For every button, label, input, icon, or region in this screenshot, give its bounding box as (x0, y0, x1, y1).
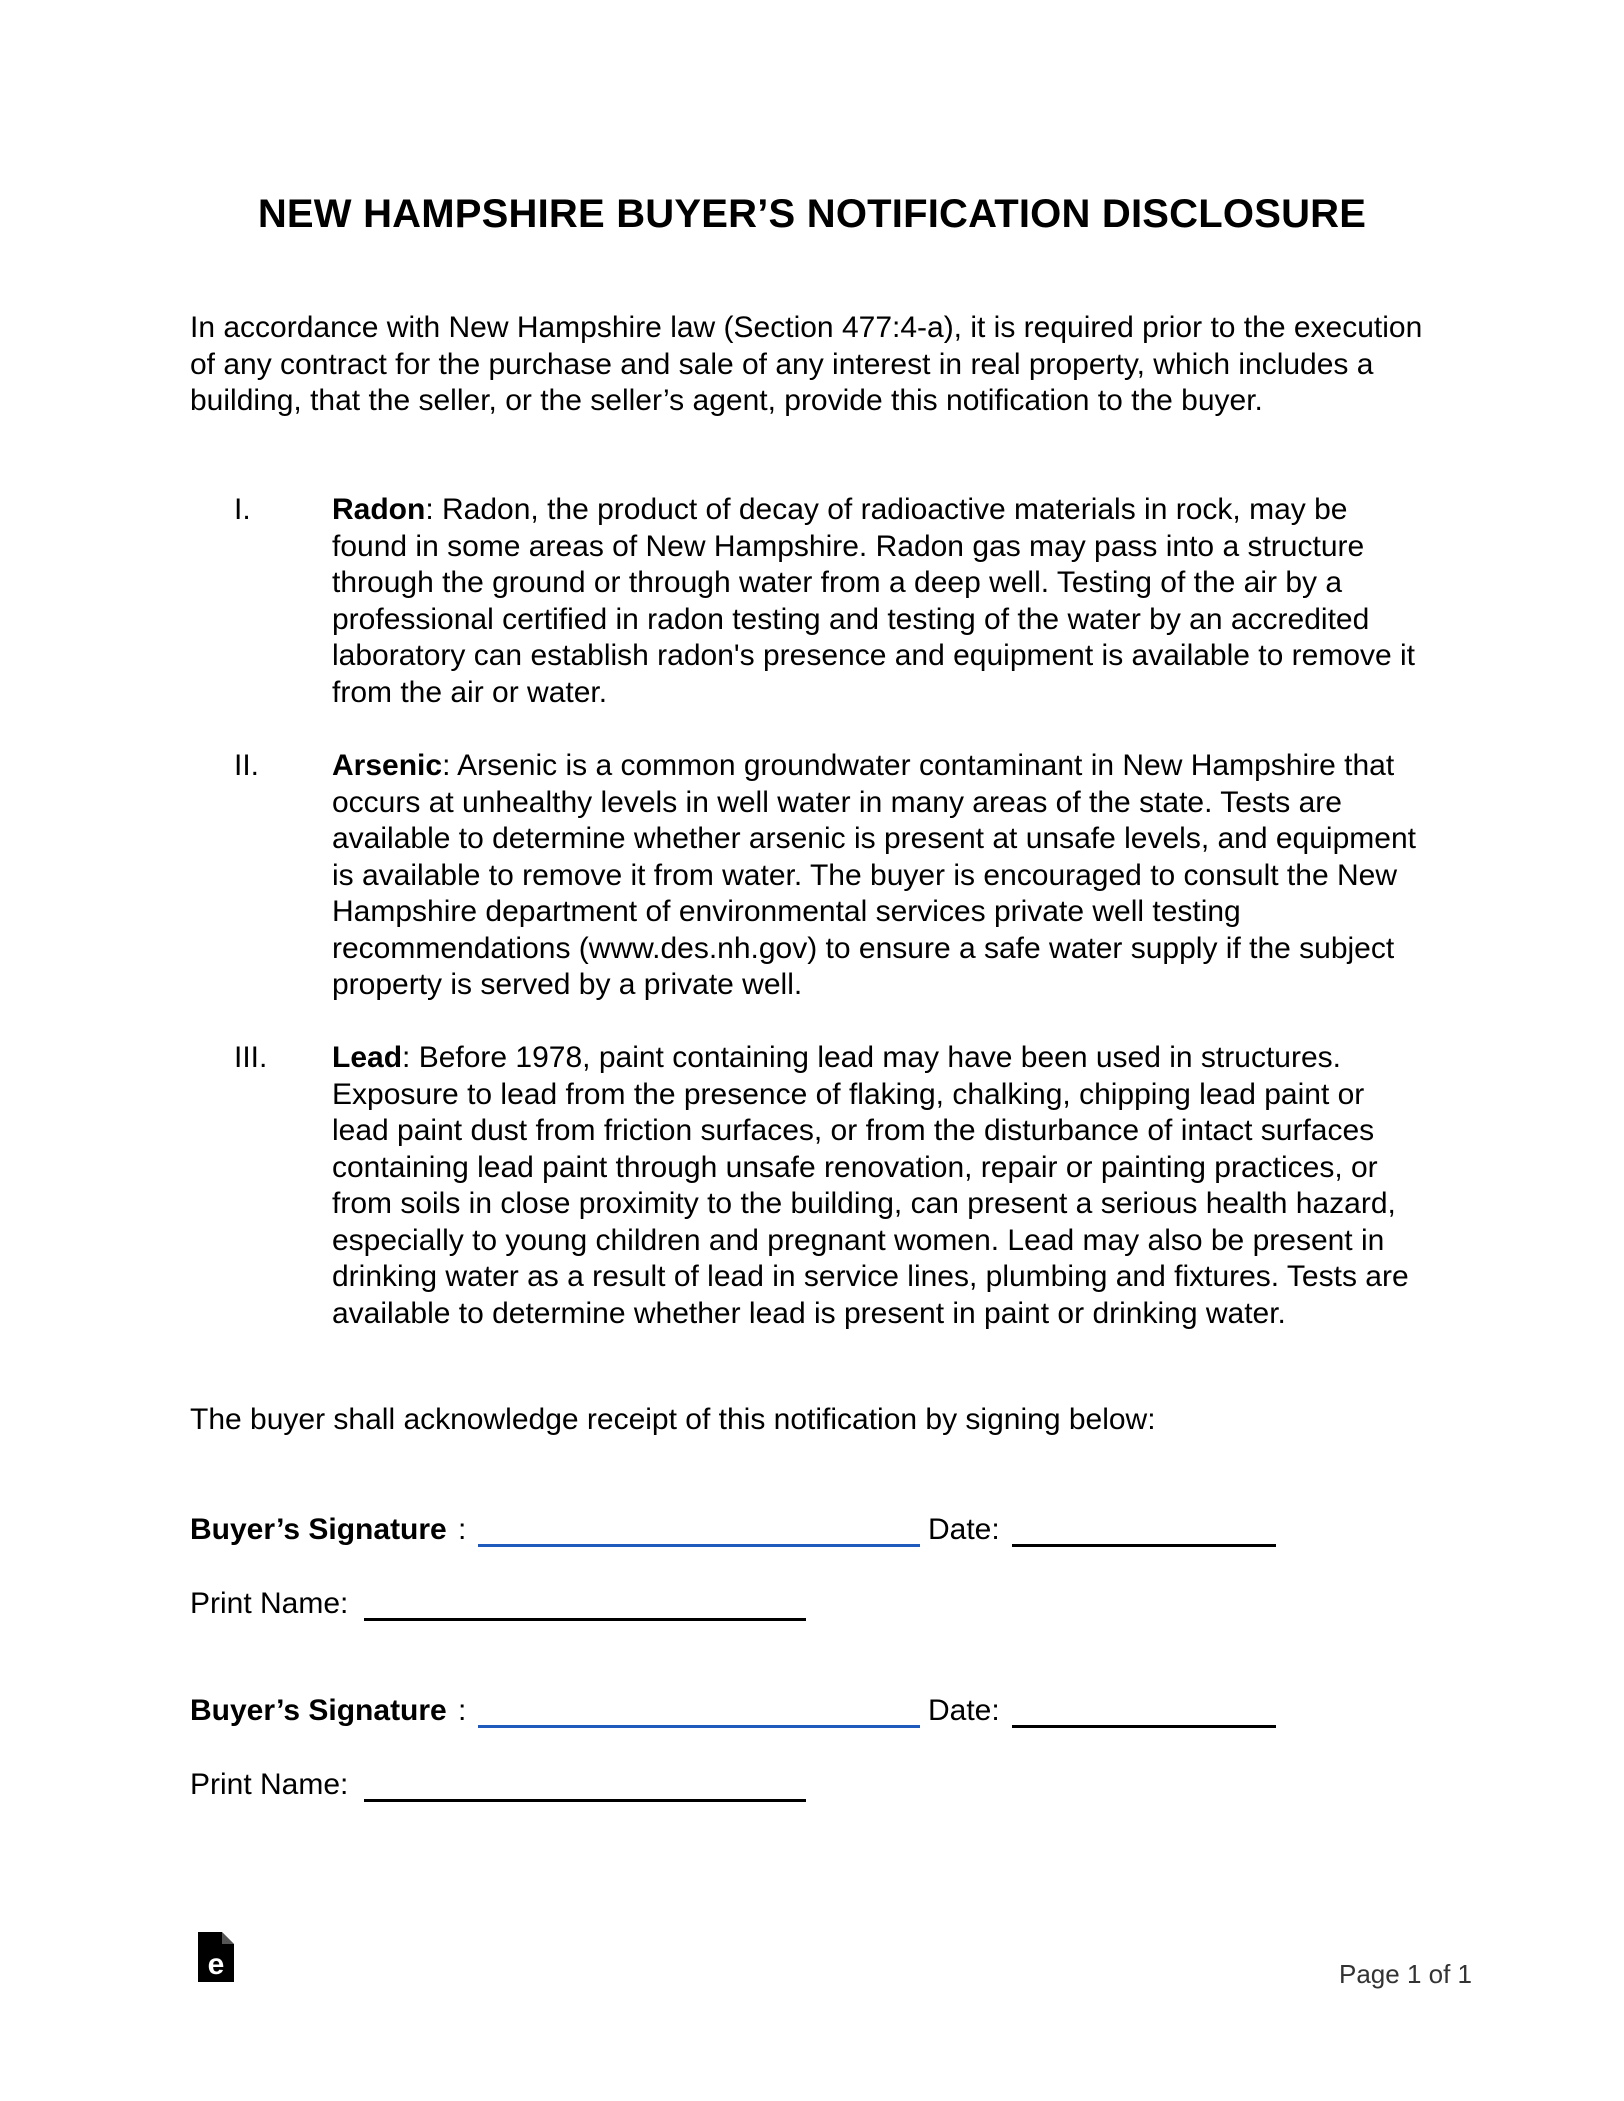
item-numeral: I. (234, 493, 251, 526)
document-title: NEW HAMPSHIRE BUYER’S NOTIFICATION DISCLOSURE (257, 192, 1367, 236)
print-name-row-1 (190, 1586, 890, 1626)
date-label: Date: (928, 1513, 1000, 1546)
signature-row-1 (190, 1512, 1290, 1552)
print-name-row-2 (190, 1767, 890, 1807)
date-label: Date: (928, 1694, 1000, 1727)
print-name-label: Print Name: (190, 1768, 349, 1801)
signature-label: Buyer’s Signature (190, 1694, 447, 1727)
intro-paragraph: In accordance with New Hampshire law (Section 477:4-a), it is required prior to the execution of any contract for the purchase and sale of any interest in real property, which includes a building, that the seller, or the seller’s agent, provide this notification to the buyer. (190, 311, 1423, 417)
signature-colon: : (458, 1694, 467, 1727)
signature-line[interactable] (478, 1544, 920, 1547)
signature-line[interactable] (478, 1725, 920, 1728)
item-heading: Arsenic (332, 749, 443, 782)
signature-label: Buyer’s Signature (190, 1513, 447, 1546)
date-line[interactable] (1012, 1544, 1276, 1547)
item-heading: Lead (332, 1041, 403, 1074)
print-name-line[interactable] (364, 1618, 806, 1621)
eforms-logo-icon (198, 1932, 234, 1982)
item-text: : Arsenic is a common groundwater contaminant in New Hampshire that occurs at unhealthy levels in well water in many areas of the state. Tests are available to determine whether arsenic is present at unsafe levels, and equipment is available to remove it from water. The buyer is encouraged to consult the New Hampshire department of environmental services private well testing recommendations (www.des.nh.gov) to ensure a safe water supply if the subject property is served by a private well. (332, 749, 1416, 1001)
item-heading: Radon (332, 493, 426, 526)
signature-colon: : (458, 1513, 467, 1546)
signature-row-2 (190, 1693, 1290, 1733)
item-numeral: III. (234, 1041, 268, 1074)
item-content (332, 492, 1422, 711)
page-number: Page 1 of 1 (1339, 1959, 1472, 1989)
item-text: : Before 1978, paint containing lead may have been used in structures. Exposure to lead from the presence of flaking, chalking, chipping lead paint or lead paint dust from friction surfaces, or from the disturbance of intact surfaces containing lead paint through unsafe renovation, repair or painting practices, or from soils in close proximity to the building, can present a serious health hazard, especially to young children and pregnant women. Lead may also be present in drinking water as a result of lead in service lines, plumbing and fixtures. Tests are available to determine whether lead is present in paint or drinking water. (332, 1041, 1409, 1330)
print-name-line[interactable] (364, 1799, 806, 1802)
svg-text:e: e (207, 1948, 225, 1981)
date-line[interactable] (1012, 1725, 1276, 1728)
item-content (332, 748, 1422, 1004)
item-numeral: II. (234, 749, 260, 782)
item-content (332, 1040, 1422, 1332)
print-name-label: Print Name: (190, 1587, 349, 1620)
item-text: : Radon, the product of decay of radioactive materials in rock, may be found in some areas of New Hampshire. Radon gas may pass into a structure through the ground or through water from a deep well. Testing of the air by a professional certified in radon testing and testing of the water by an accredited laboratory can establish radon's presence and equipment is available to remove it from the air or water. (332, 493, 1416, 709)
acknowledgement-text: The buyer shall acknowledge receipt of this notification by signing below: (190, 1403, 1156, 1436)
